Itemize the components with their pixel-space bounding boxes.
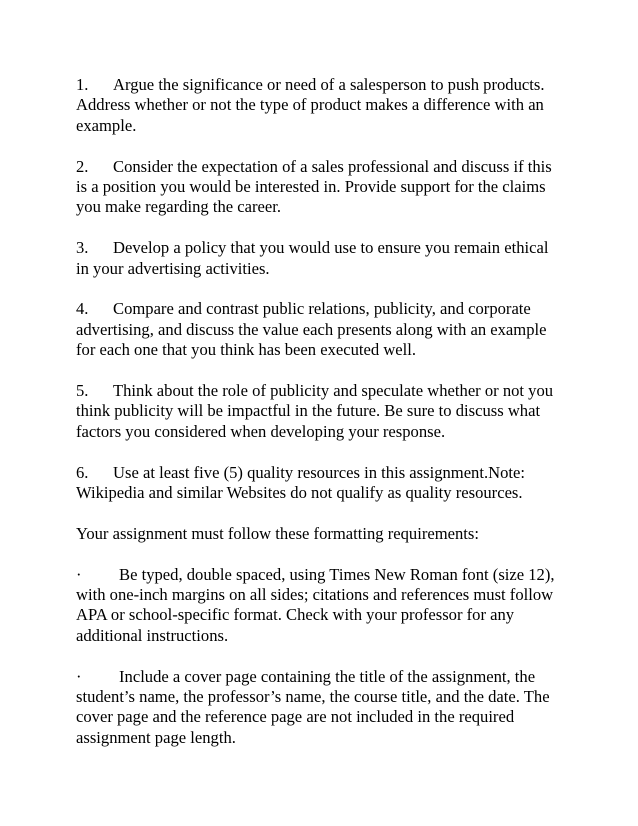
bullet-marker: · xyxy=(76,666,82,686)
list-item xyxy=(76,299,562,360)
item-text: Use at least five (5) quality resources in this assignment.Note: Wikipedia and similar Websites do not qualify as quality resources. xyxy=(76,462,525,503)
bullet-item xyxy=(76,667,562,749)
item-number: 2. xyxy=(76,156,89,176)
item-number: 6. xyxy=(76,462,89,482)
list-item xyxy=(76,75,562,136)
item-text: Argue the significance or need of a salesperson to push products. Address whether or not the type of product makes a difference with an example. xyxy=(76,75,545,135)
bullet-text: Be typed, double spaced, using Times New Roman font (size 12), with one-inch margins on all sides; citations and references must follow APA or school-specific format. Check with your professor for any additional instructions. xyxy=(76,564,555,645)
document-body xyxy=(76,75,562,769)
item-number: 3. xyxy=(76,238,89,258)
list-item xyxy=(76,463,562,504)
item-text: Consider the expectation of a sales professional and discuss if this is a position you would be interested in. Provide support for the claims you make regarding the career. xyxy=(76,156,552,217)
list-item xyxy=(76,238,562,279)
item-number: 1. xyxy=(76,75,89,94)
item-number: 4. xyxy=(76,299,89,319)
item-text: Develop a policy that you would use to ensure you remain ethical in your advertising activities. xyxy=(76,238,549,278)
item-text: Compare and contrast public relations, publicity, and corporate advertising, and discuss the value each presents along with an example for each one that you think has been executed well. xyxy=(76,299,547,360)
formatting-intro: Your assignment must follow these formatting requirements: xyxy=(76,523,479,543)
item-number: 5. xyxy=(76,381,89,401)
list-item xyxy=(76,157,562,218)
list-item xyxy=(76,381,562,442)
bullet-marker: · xyxy=(76,564,82,584)
bullet-text: Include a cover page containing the title of the assignment, the student’s name, the professor’s name, the course title, and the date. The cover page and the reference page are not included in the required assignment page length. xyxy=(76,666,550,747)
bullet-item xyxy=(76,565,562,647)
item-text: Think about the role of publicity and speculate whether or not you think publicity will be impactful in the future. Be sure to discuss what factors you considered when developing your response. xyxy=(76,381,554,441)
